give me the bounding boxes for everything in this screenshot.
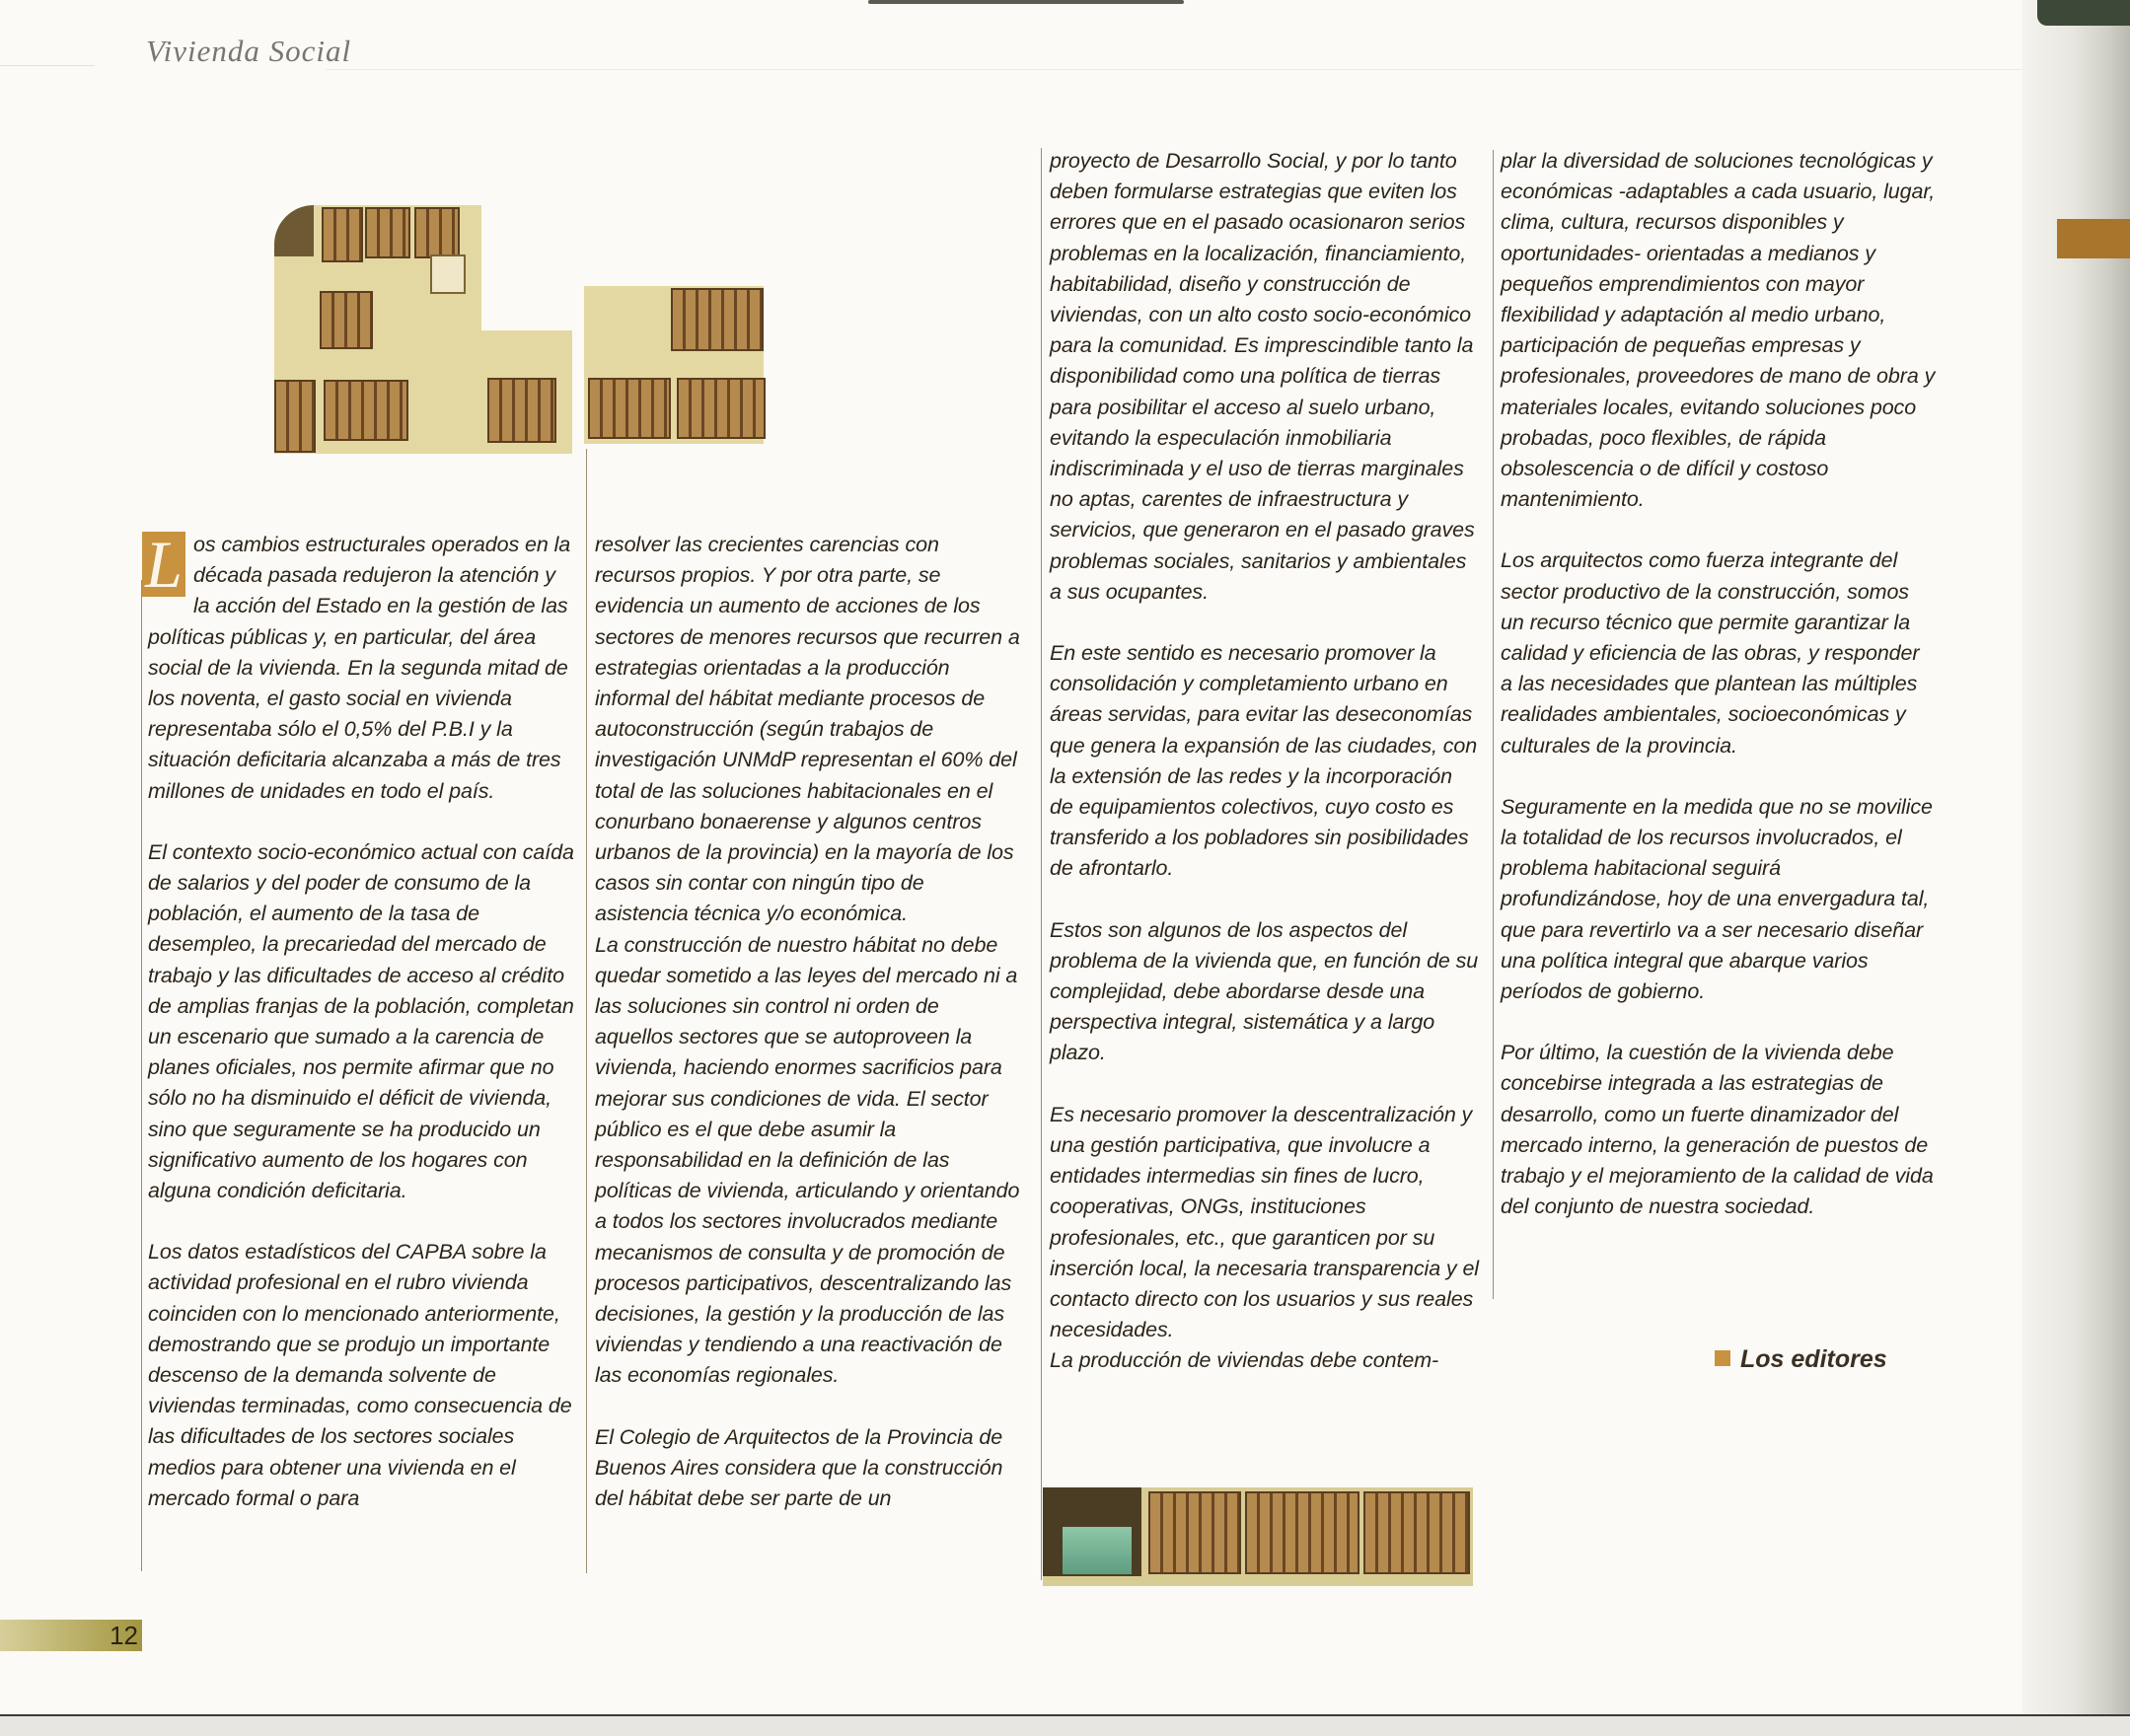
paragraph: Por último, la cuestión de la vivienda debe concebirse integrada a las estrategias de desarrollo, como un fuerte dinamizador del mercado interno, la generación de puestos de trabajo y el mejoramiento de la calidad de vida del conjunto de nuestra sociedad. [1501, 1041, 1934, 1219]
book-page-edge [2022, 0, 2130, 1736]
paragraph: Es necesario promover la descentralización y una gestión participativa, que involucre a entidades intermedias sin fines de lucro, cooperativas, ONGs, instituciones profesionales, etc., que garanticen por su inserción local, la necesaria transparencia y el contacto directo con los usuarios y sus reales necesidades. [1050, 1102, 1479, 1342]
column-rule-4 [1493, 150, 1494, 1299]
section-tab-marker [2057, 219, 2130, 258]
article-column-4 [1501, 146, 1937, 1223]
article-signature [1715, 1345, 1887, 1374]
square-bullet-icon [1715, 1350, 1730, 1366]
paragraph: resolver las crecientes carencias con recursos propios. Y por otra parte, se evidencia un aumento de acciones de los sectores de menores recursos que recurren a estrategias orientadas a la producción informal del hábitat mediante procesos de autoconstrucción (según trabajos de investigación UNMdP representan el 60% del total de las soluciones habitacionales en el conurbano bonaerense y algunos centros urbanos de la provincia) en la mayoría de los casos sin contar con ningún tipo de asistencia técnica y/o económica. [595, 533, 1020, 926]
paragraph: La construcción de nuestro hábitat no debe quedar sometido a las leyes del mercado ni a las soluciones sin control ni orden de aquellos sectores que se autoproveen la vivienda, haciendo enormes sacrificios para mejorar sus condiciones de vida. El sector público es el que debe asumir la responsabilidad en la definición de las políticas de vivienda, articulando y orientando a todos los sectores involucrados mediante mecanismos de consulta y de promoción de procesos participativos, descentralizando las decisiones, la gestión y la producción de las viviendas y tendiendo a una reactivación de las economías regionales. [595, 932, 1020, 1388]
header-rule-left [0, 65, 95, 66]
column-rule-1 [141, 580, 142, 1571]
paragraph: Seguramente en la medida que no se movilice la totalidad de los recursos involucrados, el problema habitacional seguirá profundizándose, hoy de una envergadura tal, que para revertirlo va a ser necesario diseñar una política integral que abarque varios períodos de gobierno. [1501, 794, 1933, 1004]
paragraph-text: os cambios estructurales operados en la década pasada redujeron la atención y la acción del Estado en la gestión de las políticas públicas y, en particular, del área social de la vivienda. En la segunda mitad de los noventa, el gasto social en vivienda representaba sólo el 0,5% del P.B.I y la situación deficitaria alcanzaba a más de tres millones de unidades en todo el país. [148, 533, 571, 803]
paragraph: El contexto socio-económico actual con caída de salarios y del poder de consumo de la población, el aumento de la tasa de desempleo, la precariedad del mercado de trabajo y las dificultades de acceso al crédito de amplias franjas de la población, completan un escenario que sumado a la carencia de planes oficiales, nos permite afirmar que no sólo no ha disminuido el déficit de vivienda, sino que seguramente se ha producido un significativo aumento de los hogares con alguna condición deficitaria. [148, 839, 574, 1203]
page-number: 12 [110, 1621, 138, 1650]
paragraph: proyecto de Desarrollo Social, y por lo tanto deben formularse estrategias que eviten los errores que en el pasado ocasionaron serios problemas en la localización, financiamiento, habitabilidad, diseño y construcción de viviendas, con un alto costo socio-económico para la comunidad. Es imprescindible tanto la disponibilidad como una política de tierras para posibilitar el acceso al suelo urbano, evitando la especulación inmobiliaria indiscriminada y el uso de tierras marginales no aptas, carentes de infraestructura y servicios, que generaron en el pasado graves problemas sociales, sanitarios y ambientales a sus ocupantes. [1050, 149, 1475, 604]
header-rule [326, 69, 2022, 70]
signature-text: Los editores [1740, 1345, 1887, 1373]
article-column-2 [595, 530, 1021, 1514]
article-column-1 [145, 527, 574, 1514]
column-rule-3 [1041, 148, 1042, 1580]
bottom-edge [0, 1716, 2130, 1736]
top-edge-shadow [868, 0, 1184, 4]
paragraph: La producción de viviendas debe contem- [1050, 1348, 1439, 1373]
article-column-3 [1050, 146, 1480, 1377]
paragraph: plar la diversidad de soluciones tecnológicas y económicas -adaptables a cada usuario, lugar, clima, cultura, recursos disponibles y oportunidades- orientadas a medianos y pequeños emprendimientos con mayor flexibilidad y adaptación al medio urbano, participación de pequeñas empresas y profesionales, proveedores de mano de obra y materiales locales, evitando soluciones poco probadas, poco flexibles, de rápida obsolescencia o de difícil y costoso mantenimiento. [1501, 149, 1936, 512]
paragraph: El Colegio de Arquitectos de la Provincia de Buenos Aires considera que la construcción del hábitat debe ser parte de un [595, 1424, 1003, 1511]
book-cover-edge [2037, 0, 2130, 26]
paragraph: En este sentido es necesario promover la consolidación y completamiento urbano en áreas servidas, para evitar las deseconomías que genera la expansión de las ciudades, con la extensión de las redes y la incorporación de equipamientos colectivos, cuyo costo es transferido a los pobladores sin posibilidades de afrontarlo. [1050, 641, 1478, 881]
drop-cap: L [142, 532, 185, 597]
section-title: Vivienda Social [146, 34, 352, 68]
column-rule-2 [586, 449, 587, 1573]
paragraph: Los datos estadísticos del CAPBA sobre la actividad profesional en el rubro vivienda coinciden con lo mencionado anteriormente, demostrando que se produjo un importante descenso de la demanda solvente de viviendas terminadas, como consecuencia de las dificultades de los sectores sociales medios para obtener una vivienda en el mercado formal o para [148, 1240, 572, 1510]
paragraph: Los arquitectos como fuerza integrante del sector productivo de la construcción, somos un recurso técnico que permite garantizar la calidad y eficiencia de las obras, y responder a las necesidades que plantean las múltiples realidades ambientales, socioeconómicas y culturales de la provincia. [1501, 548, 1920, 758]
paragraph [145, 527, 574, 807]
page-number-tab [0, 1620, 142, 1651]
paragraph: Estos son algunos de los aspectos del problema de la vivienda que, en función de su complejidad, debe abordarse desde una perspectiva integral, sistemática y a largo plazo. [1050, 917, 1479, 1065]
